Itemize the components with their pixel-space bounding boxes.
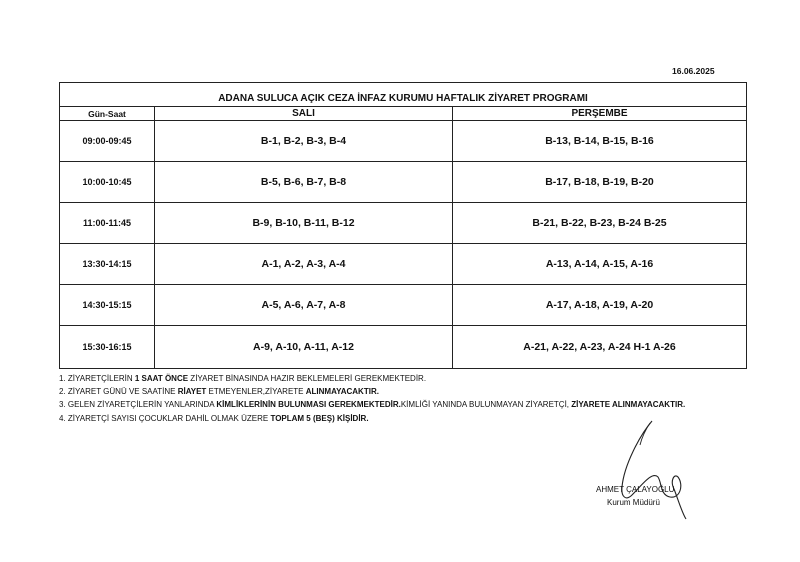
note-emphasis: ALINMAYACAKTIR. [305, 387, 379, 397]
note-emphasis: KİMLİKLERİNİN BULUNMASI GEREKMEKTEDİR. [216, 400, 401, 410]
table-header-row [60, 107, 746, 121]
time-slot: 10:00-10:45 [60, 162, 155, 202]
time-slot: 11:00-11:45 [60, 203, 155, 243]
note-emphasis: RİAYET [177, 387, 207, 397]
tuesday-wards: A-1, A-2, A-3, A-4 [155, 244, 453, 284]
thursday-wards: A-21, A-22, A-23, A-24 H-1 A-26 [523, 341, 676, 354]
thursday-wards: B-13, B-14, B-15, B-16 [545, 135, 654, 148]
header-time: Gün-Saat [60, 107, 155, 120]
signatory-name: AHMET ÇALAYOĞLU [596, 485, 675, 494]
note-emphasis: TOPLAM 5 (BEŞ) KİŞİDİR. [270, 413, 369, 423]
note-emphasis: 1 SAAT ÖNCE [134, 374, 189, 383]
table-row [60, 121, 746, 162]
table-title: ADANA SULUCA AÇIK CEZA İNFAZ KURUMU HAFTALIK ZİYARET PROGRAMI [60, 83, 746, 107]
signatory-title: Kurum Müdürü [607, 498, 660, 507]
note-item [59, 412, 685, 425]
time-slot: 14:30-15:15 [60, 285, 155, 325]
note-text: 3. GELEN ZİYARETÇİLERİN YANLARINDA [59, 400, 217, 410]
time-slot: 15:30-16:15 [60, 326, 155, 367]
header-tuesday: SALI [155, 107, 453, 120]
note-text: ZİYARET BİNASINDA HAZIR BEKLEMELERİ GEREKMEKTEDİR. [188, 374, 427, 383]
time-slot: 09:00-09:45 [60, 121, 155, 161]
visit-schedule-table [59, 82, 747, 369]
note-item [59, 372, 685, 385]
note-item [59, 398, 685, 411]
thursday-wards: B-17, B-18, B-19, B-20 [545, 176, 654, 189]
note-text: KİMLİĞİ YANINDA BULUNMAYAN ZİYARETÇİ, [400, 400, 572, 410]
document-date: 16.06.2025 [672, 66, 715, 76]
notes-list [59, 372, 685, 425]
tuesday-wards: B-5, B-6, B-7, B-8 [155, 162, 453, 202]
table-row [60, 285, 746, 326]
table-row [60, 326, 746, 367]
thursday-wards: B-21, B-22, B-23, B-24 B-25 [532, 217, 667, 230]
table-body [60, 121, 746, 368]
table-row [60, 244, 746, 285]
note-text: 1. ZİYARETÇİLERİN [59, 374, 135, 383]
tuesday-wards: B-9, B-10, B-11, B-12 [155, 203, 453, 243]
tuesday-wards: A-5, A-6, A-7, A-8 [155, 285, 453, 325]
table-row [60, 203, 746, 244]
note-emphasis: ZİYARETE ALINMAYACAKTIR. [571, 400, 686, 410]
note-item [59, 385, 685, 398]
note-text: 2. ZİYARET GÜNÜ VE SAATİNE [59, 387, 178, 397]
note-text: ETMEYENLER,ZİYARETE [206, 387, 306, 397]
note-text: 4. ZİYARETÇİ SAYISI ÇOCUKLAR DAHİL OLMAK ÜZERE [59, 413, 271, 423]
thursday-wards: A-13, A-14, A-15, A-16 [545, 258, 654, 271]
tuesday-wards: B-1, B-2, B-3, B-4 [155, 121, 453, 161]
header-thursday: PERŞEMBE [571, 108, 628, 119]
tuesday-wards: A-9, A-10, A-11, A-12 [155, 326, 453, 367]
table-row [60, 162, 746, 203]
thursday-wards: A-17, A-18, A-19, A-20 [545, 299, 654, 312]
time-slot: 13:30-14:15 [60, 244, 155, 284]
